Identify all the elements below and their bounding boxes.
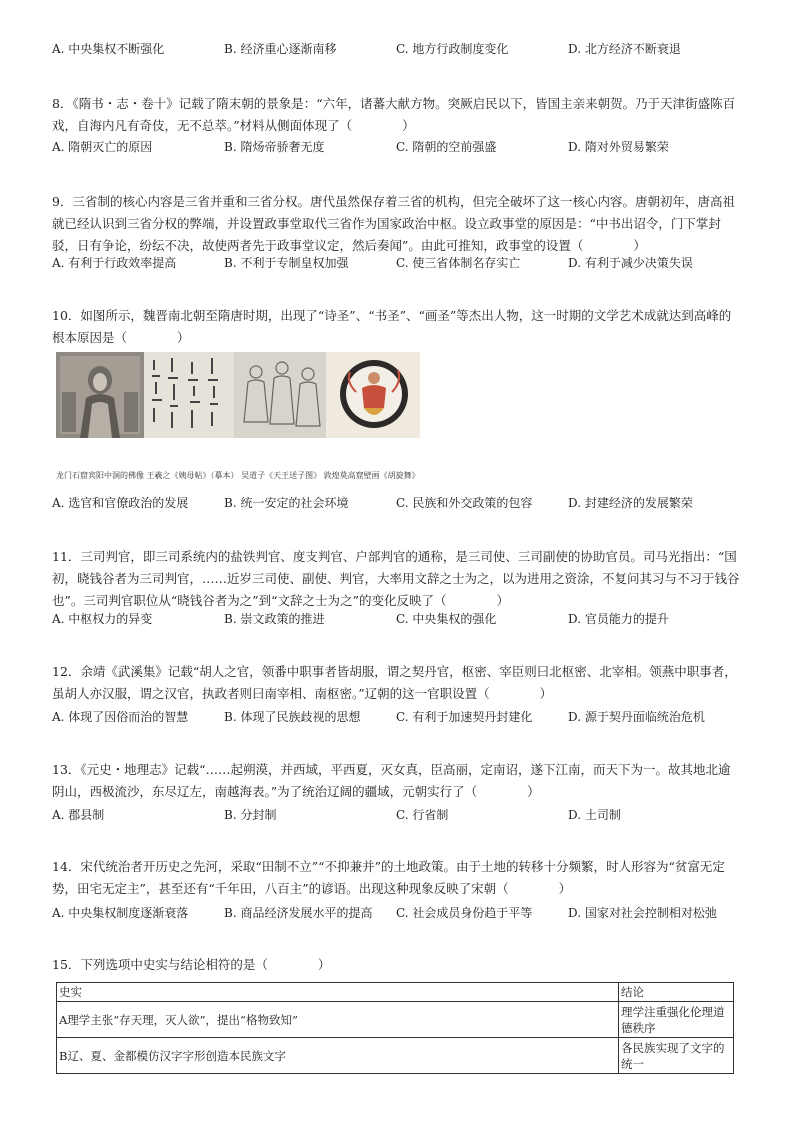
q13-options: [52, 806, 752, 826]
q10-options: [52, 494, 752, 514]
q8-option-c[interactable]: C. 隋朝的空前强盛: [396, 140, 497, 154]
q7-option-c[interactable]: C. 地方行政制度变化: [396, 42, 509, 56]
buddha-statue-image: [56, 352, 144, 438]
q9-stem: 9．三省制的核心内容是三省并重和三省分权。唐代虽然保存着三省的机构，但完全破坏了这一核心内容。唐朝初年，唐高祖就已经认识到三省分权的弊端，并设置政事堂取代三省作为国家政治中枢。设立政事堂的原因是：“中书出诏令，门下掌封驳，日有争论，纷纭不决，故使两者先于政事堂议定，然后奏闻”。由此可推知，政事堂的设置（ ）: [52, 194, 735, 253]
q7-option-b[interactable]: B. 经济重心逐渐南移: [224, 42, 337, 56]
q12-option-a[interactable]: A. 体现了因俗而治的智慧: [52, 710, 189, 724]
q12-option-b[interactable]: B. 体现了民族歧视的思想: [224, 710, 361, 724]
q13-option-a[interactable]: A. 郡县制: [52, 808, 105, 822]
q12-stem: 12．余靖《武溪集》记载“胡人之官，领番中职事者皆胡服，谓之契丹官，枢密、宰臣则曰北枢密、北宰相。领燕中职事者，虽胡人亦汉服，谓之汉官，执政者则曰南宰相、南枢密。”辽朝的这一官职设置（ ）: [52, 664, 737, 701]
q14-option-c[interactable]: C. 社会成员身份趋于平等: [396, 906, 533, 920]
q11-option-a[interactable]: A. 中枢权力的异变: [52, 612, 153, 626]
q11-options: [52, 610, 752, 630]
table-cell-fact: B辽、夏、金都模仿汉字字形创造本民族文字: [57, 1038, 619, 1074]
table-header-row: [57, 983, 734, 1002]
table-header-fact: 史实: [57, 983, 619, 1002]
q10-option-b[interactable]: B. 统一安定的社会环境: [224, 496, 349, 510]
q8-option-a[interactable]: A. 隋朝灭亡的原因: [52, 140, 153, 154]
table-header-conclusion: 结论: [619, 983, 734, 1002]
table-row[interactable]: [57, 1002, 734, 1038]
table-row[interactable]: [57, 1038, 734, 1074]
q11-option-c[interactable]: C. 中央集权的强化: [396, 612, 497, 626]
q9-option-c[interactable]: C. 使三省体制名存实亡: [396, 256, 521, 270]
table-cell-fact: A理学主张“存天理，灭人欲”，提出“格物致知”: [57, 1002, 619, 1038]
q10-option-d[interactable]: D. 封建经济的发展繁荣: [568, 496, 693, 510]
q15-stem: 15．下列选项中史实与结论相符的是（ ）: [52, 957, 331, 972]
q12-option-c[interactable]: C. 有利于加速契丹封建化: [396, 710, 533, 724]
q10-image-caption: 龙门石窟宾阳中洞的佛像 王羲之《姨母帖》（摹本） 吴道子《天王送子图》 敦煌莫高窟壁画《胡旋舞》: [56, 471, 420, 480]
calligraphy-image: [144, 352, 234, 438]
q14-option-a[interactable]: A. 中央集权制度逐渐衰落: [52, 906, 189, 920]
q14-option-b[interactable]: B. 商品经济发展水平的提高: [224, 906, 373, 920]
q7-option-d[interactable]: D. 北方经济不断衰退: [568, 42, 681, 56]
q11-option-d[interactable]: D. 官员能力的提升: [568, 612, 669, 626]
q10-option-c[interactable]: C. 民族和外交政策的包容: [396, 496, 533, 510]
q9-option-d[interactable]: D. 有利于减少决策失误: [568, 256, 693, 270]
q13-option-c[interactable]: C. 行省制: [396, 808, 449, 822]
q15-table: [56, 982, 734, 1074]
table-cell-conclusion: 理学注重强化伦理道德秩序: [619, 1002, 734, 1038]
q12-option-d[interactable]: D. 源于契丹面临统治危机: [568, 710, 705, 724]
mural-image: [326, 352, 420, 438]
q14-options: [52, 904, 752, 924]
q8-option-b[interactable]: B. 隋炀帝骄奢无度: [224, 140, 325, 154]
q8-stem: 8．《隋书・志・卷十》记载了隋末朝的景象是：“六年，诸蕃大献方物。突厥启民以下，皆国主亲来朝贺。乃于天津街盛陈百戏，自海内凡有奇伎，无不总萃。”材料从侧面体现了（ ）: [52, 96, 736, 133]
q7-option-a[interactable]: A. 中央集权不断强化: [52, 42, 165, 56]
q10-option-a[interactable]: A. 选官和官僚政治的发展: [52, 496, 189, 510]
q10-stem: 10．如图所示，魏晋南北朝至隋唐时期，出现了“诗圣”、“书圣”、“画圣”等杰出人物，这一时期的文学艺术成就达到高峰的根本原因是（ ）: [52, 308, 732, 345]
q9-option-a[interactable]: A. 有利于行政效率提高: [52, 256, 177, 270]
q10-image-strip: [56, 352, 420, 438]
q9-options: [52, 254, 752, 274]
q8-option-d[interactable]: D. 隋对外贸易繁荣: [568, 140, 669, 154]
q11-option-b[interactable]: B. 崇文政策的推进: [224, 612, 325, 626]
q14-option-d[interactable]: D. 国家对社会控制相对松弛: [568, 906, 717, 920]
q9-option-b[interactable]: B. 不利于专制皇权加强: [224, 256, 349, 270]
q8-options: [52, 138, 752, 158]
q13-stem: 13．《元史・地理志》记载“……起朔漠，并西域，平西夏，灭女真，臣高丽，定南诏，遂下江南，而天下为一。故其地北逾阴山，西极流沙，东尽辽左，南越海表。”为了统治辽阔的疆域，元朝实行了（ ）: [52, 762, 731, 799]
painting-image: [234, 352, 326, 438]
q14-stem: 14．宋代统治者开历史之先河，采取“田制不立”“不抑兼并”的土地政策。由于土地的转移十分频繁，时人形容为“贫富无定势，田宅无定主”，甚至还有“千年田，八百主”的谚语。出现这种现象反映了宋朝（ ）: [52, 859, 725, 896]
q13-option-d[interactable]: D. 土司制: [568, 808, 621, 822]
q13-option-b[interactable]: B. 分封制: [224, 808, 277, 822]
q7-options: [52, 40, 752, 60]
q12-options: [52, 708, 752, 728]
table-cell-conclusion: 各民族实现了文字的统一: [619, 1038, 734, 1074]
q11-stem: 11．三司判官，即三司系统内的盐铁判官、度支判官、户部判官的通称，是三司使、三司副使的协助官员。司马光指出：“国初，晓钱谷者为三司判官，……近岁三司使、副使、判官，大率用文辞之士为之，以为进用之资涂，不复问其习与不习于钱谷也”。三司判官职位从“晓钱谷者为之”到“文辞之士为之”的变化反映了（ ）: [52, 549, 740, 608]
